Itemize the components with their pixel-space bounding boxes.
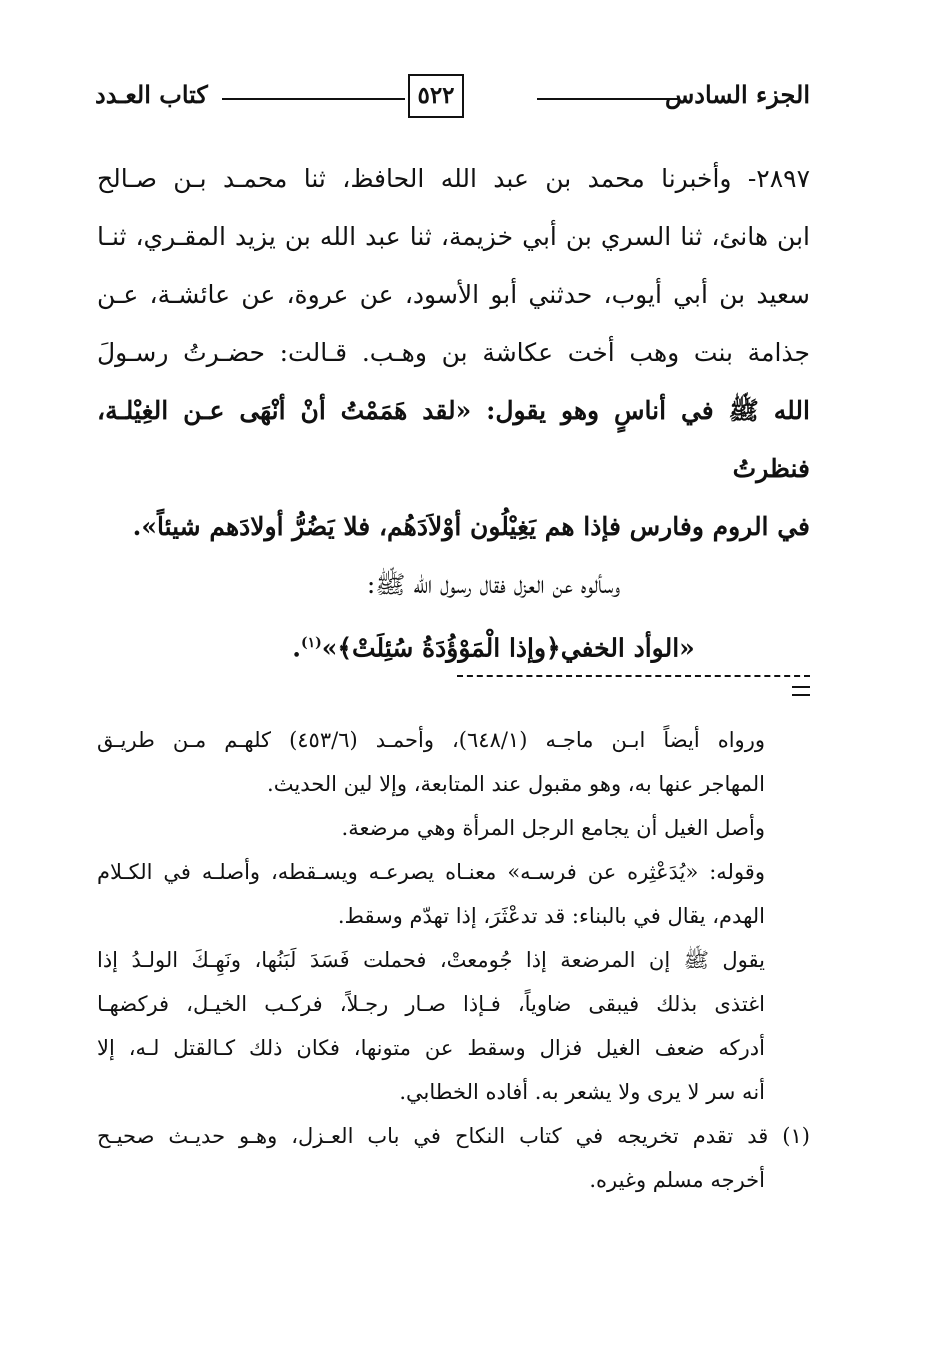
part-title: الجزء السادس [664,80,810,109]
page-header [95,74,810,118]
text-line: وسألوه عن العزل فقال رسول الله ﷺ: [366,570,621,599]
footnote-separator [457,675,810,677]
note-line: يقول ﷺ إن المرضعة إذا جُومعتْ، فحملت فَسَدَ لَبَنُها، ونَهِـكَ الولـدُ إذا [97,948,765,972]
text-line: ابن هانئ، ثنا السري بن أبي خزيمة، ثنا عبد الله بن يزيد المقـري، ثنـا [97,222,810,251]
note-line: المهاجر عنها به، وهو مقبول عند المتابعة، وإلا لين الحديث. [267,772,765,796]
quote-text: «الوأد الخفي﴿وإذا الْمَوْؤُدَةُ سُئِلَتْ﴾» [321,633,695,663]
text-line: «الوأد الخفي﴿وإذا الْمَوْؤُدَةُ سُئِلَتْ﴾»$^{(١)}$. [292,633,695,663]
book-title: كتاب العـدد [95,80,208,109]
text-line: سعيد بن أبي أيوب، حدثني أبو الأسود، عن عروة، عن عائشـة، عـن [97,280,810,309]
text-line: ٢٨٩٧- وأخبرنا محمد بن عبد الله الحافظ، ثنا محمـد بـن صـالح [97,164,810,193]
note-line: أدركه ضعف الغيل فزال وسقط عن متونها، فكان ذلك كـالقتل لـه، إلا [97,1036,765,1060]
footnote-line: (١) قد تقدم تخريجه في كتاب النكاح في باب العـزل، وهـو حديـث صحيـح [97,1124,810,1148]
text-line: الله ﷺ في أناسٍ وهو يقول: «لقد هَمَمْتُ أنْ أنْهَى عـن الغِيْلـة، فنظرتُ [97,396,810,483]
note-line: ورواه أيضاً ابـن ماجـه (٦٤٨/١)، وأحمـد (٤٥٣/٦) كلهـم مـن طريـق [97,728,765,752]
hadith-text [97,150,810,677]
footnote-ref: (١) [300,635,322,651]
footnotes [97,718,810,1202]
note-line: اغتذى بذلك فيبقى ضاوياً، فـإذا صـار رجـلاً، فركـب الخيـل، فركضهـا [97,992,765,1016]
text-line: جذامة بنت وهب أخت عكاشة بن وهـب. قـالت: حضـرتُ رسـولَ [97,338,810,367]
note-line: وأصل الغيل أن يجامع الرجل المرأة وهي مرضعة. [341,816,765,840]
text-line: في الروم وفارس فإذا هم يَغِيْلُون أوْلاَدَهُم، فلا يَضُرُّ أولادَهم شيئاً». [132,512,810,541]
note-line: أنه سر لا يرى ولا يشعر به. أفاده الخطابي. [399,1080,765,1104]
note-line: وقوله: «يُدَعْثِره عن فرسـه» معنـاه يصرعـه ويسـقطه، وأصلـه في الكـلام [97,860,765,884]
footnote-line: أخرجه مسلم وغيره. [589,1168,765,1192]
header-rule-left [222,98,405,100]
note-line: الهدم، يقال في بالبناء: قد تدعْثَرَ، إذا تهدّم وسقط. [337,904,765,928]
continuation-mark [792,686,810,696]
header-rule-right [537,98,680,100]
page-number: ٥٢٢ [408,74,464,118]
